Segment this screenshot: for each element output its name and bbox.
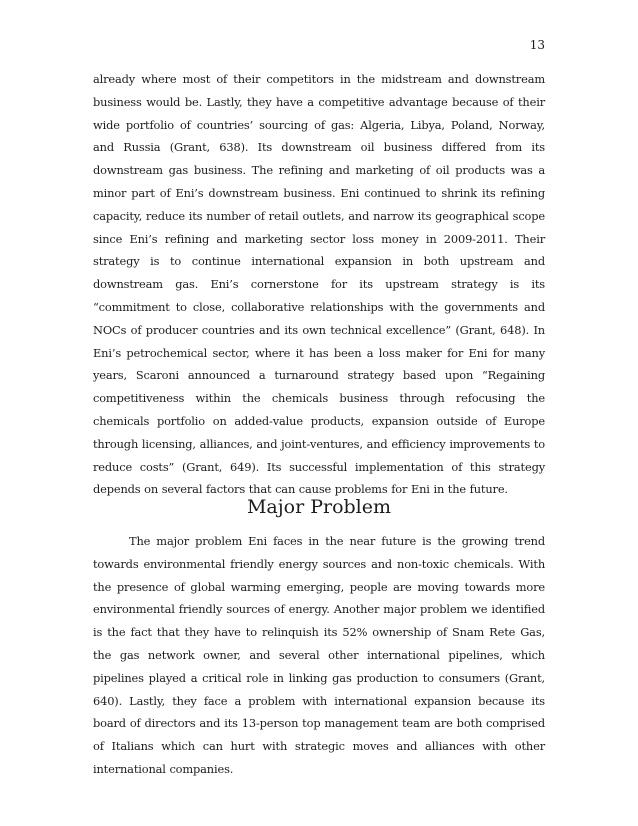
section-heading-major-problem: Major Problem [246, 496, 392, 518]
paragraph-intro-continued: already where most of their competitors in the midstream and downstream business would be. Lastly, they have a competitive advantage because of their wide portfolio of countries’ sourcing of gas: Algeria, Libya, Poland, Norway, and Russia (Grant, 638). Its downstream oil business differed from its downstream gas business. The refining and marketing of oil products was a minor part of Eni’s downstream business. Eni continued to shrink its refining capacity, reduce its number of retail outlets, and narrow its geographical scope since Eni’s refining and marketing sector loss money in 2009-2011. Their strategy is to continue international expansion in both upstream and downstream gas. Eni’s cornerstone for its upstream strategy is its “commitment to close, collaborative relationships with the governments and NOCs of producer countries and its own technical excellence” (Grant, 648). In Eni’s petrochemical sector, where it has been a loss maker for Eni for many years, Scaroni announced a turnaround strategy based upon “Regaining competitiveness within the chemicals business through refocusing the chemicals portfolio on added-value products, expansion outside of Europe through licensing, alliances, and joint-ventures, and efficiency improvements to reduce costs” (Grant, 649). Its successful implementation of this strategy depends on several factors that can cause problems for Eni in the future. [93, 72, 545, 497]
page-number: 13 [529, 38, 545, 52]
paragraph-major-problem: The major problem Eni faces in the near future is the growing trend towards environmental friendly energy sources and non-toxic chemicals. With the presence of global warming emerging, people are moving towards more environmental friendly sources of energy. Another major problem we identified is the fact that they have to relinquish its 52% ownership of Snam Rete Gas, the gas network owner, and several other international pipelines, which pipelines played a critical role in linking gas production to consumers (Grant, 640). Lastly, they face a problem with international expansion because its board of directors and its 13-person top management team are both comprised of Italians which can hurt with strategic moves and alliances with other international companies. [93, 534, 545, 776]
